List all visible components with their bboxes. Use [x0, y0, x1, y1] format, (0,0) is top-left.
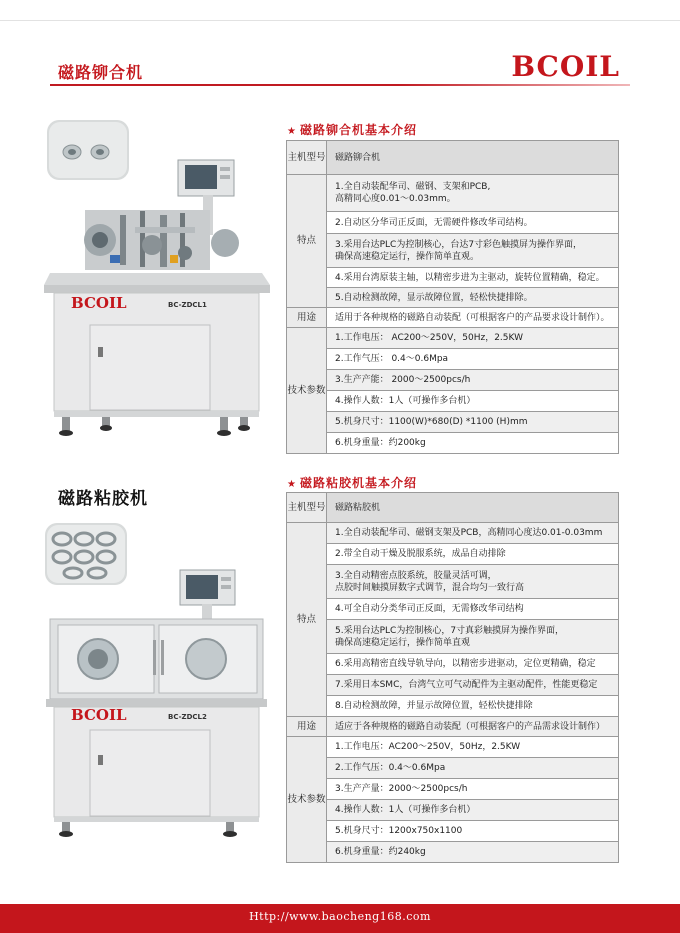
machine2-brand: BCOIL — [71, 706, 127, 724]
param-item: 1.工作电压： AC200～250V，50Hz，2.5KW — [327, 328, 619, 349]
machine1-cabinet-door — [90, 325, 210, 410]
feature-item: 4.可全自动分类华司正反面，无需修改华司结构 — [327, 599, 619, 620]
param-item: 6.机身重量：约240kg — [327, 842, 619, 863]
param-item: 5.机身尺寸：1200x750x1100 — [327, 821, 619, 842]
star-icon: ★ — [287, 126, 297, 137]
star-icon: ★ — [287, 479, 297, 490]
param-item: 5.机身尺寸：1100(W)*680(D) *1100 (H)mm — [327, 412, 619, 433]
feature-item: 3.全自动精密点胶系统，胶量灵活可调， 点胶时间触摸屏数字式调节，混合均匀一致行高 — [327, 565, 619, 599]
table2-title-text: 磁路粘胶机基本介绍 — [299, 476, 417, 490]
features-key: 特点 — [287, 523, 327, 717]
feature-item: 4.采用台湾原装主轴，以精密步进为主驱动，旋转位置精确，稳定。 — [327, 268, 619, 288]
feature-item: 7.采用日本SMC，台湾气立可气动配件为主驱动配件，性能更稳定 — [327, 675, 619, 696]
use-key: 用途 — [287, 308, 327, 328]
feature-item: 3.采用台达PLC为控制核心，台达7寸彩色触摸屏为操作界面， 确保高速稳定运行，操作简单直观。 — [327, 234, 619, 268]
param-item: 6.机身重量：约200kg — [327, 433, 619, 454]
header-underline — [50, 84, 630, 86]
brand-logo — [511, 50, 620, 83]
param-item: 2.工作气压： 0.4～0.6Mpa — [327, 349, 619, 370]
spec-table-1 — [286, 140, 619, 454]
feature-item: 5.自动检测故障，显示故障位置，轻松快捷排除。 — [327, 288, 619, 308]
machine1-label: BC-ZDCL1 — [168, 301, 207, 309]
params-key: 技术参数 — [287, 737, 327, 863]
model-value: 磁路粘胶机 — [327, 493, 619, 523]
machine2-label: BC-ZDCL2 — [168, 713, 207, 721]
model-key: 主机型号 — [287, 493, 327, 523]
param-item: 3.生产产量：2000～2500pcs/h — [327, 779, 619, 800]
param-item: 4.操作人数：1人（可操作多台机） — [327, 391, 619, 412]
param-item: 4.操作人数：1人（可操作多台机） — [327, 800, 619, 821]
feature-item: 6.采用高精密直线导轨导向，以精密步进驱动，定位更精确，稳定 — [327, 654, 619, 675]
feature-item: 2.自动区分华司正反面，无需硬件修改华司结构。 — [327, 212, 619, 234]
table2-title — [287, 474, 417, 491]
brand-logo-text: BCOIL — [511, 50, 620, 83]
top-divider — [0, 20, 680, 21]
features-key: 特点 — [287, 175, 327, 308]
feature-item: 1.全自动装配华司、磁钢、支架和PCB, 高精同心度0.01～0.03mm。 — [327, 175, 619, 212]
table1-title — [287, 121, 417, 138]
param-item: 3.生产产能： 2000～2500pcs/h — [327, 370, 619, 391]
machine1-brand: BCOIL — [71, 294, 127, 312]
params-key: 技术参数 — [287, 328, 327, 454]
machine1-illustration — [40, 115, 270, 440]
feature-item: 2.带全自动干燥及脱服系统，成品自动排除 — [327, 544, 619, 565]
feature-item: 8.自动检测故障，并显示故障位置，轻松快捷排除 — [327, 696, 619, 717]
use-value: 适应于各种规格的磁路自动装配（可根据客户的产品需求设计制作） — [327, 717, 619, 737]
model-key: 主机型号 — [287, 141, 327, 175]
section2-title: 磁路粘胶机 — [58, 489, 148, 509]
machine2-illustration — [40, 515, 270, 840]
feature-item: 5.采用台达PLC为控制核心，7寸真彩触摸屏为操作界面， 确保高速稳定运行，操作简单直观 — [327, 620, 619, 654]
param-item: 1.工作电压：AC200～250V，50Hz，2.5KW — [327, 737, 619, 758]
section1-title: 磁路铆合机 — [58, 63, 144, 82]
use-value: 适用于各种规格的磁路自动装配（可根据客户的产品要求设计制作）。 — [327, 308, 619, 328]
machine-mechanics — [84, 210, 239, 270]
table1-title-text: 磁路铆合机基本介绍 — [299, 123, 417, 137]
feature-item: 1.全自动装配华司、磁钢支架及PCB，高精同心度达0.01-0.03mm — [327, 523, 619, 544]
footer-url[interactable]: Http://www.baocheng168.com — [249, 910, 431, 923]
window-right — [186, 639, 226, 679]
param-item: 2.工作气压：0.4～0.6Mpa — [327, 758, 619, 779]
spec-table-2 — [286, 492, 619, 863]
use-key: 用途 — [287, 717, 327, 737]
model-value: 磁路铆合机 — [327, 141, 619, 175]
machine2-cabinet-door — [90, 730, 210, 816]
